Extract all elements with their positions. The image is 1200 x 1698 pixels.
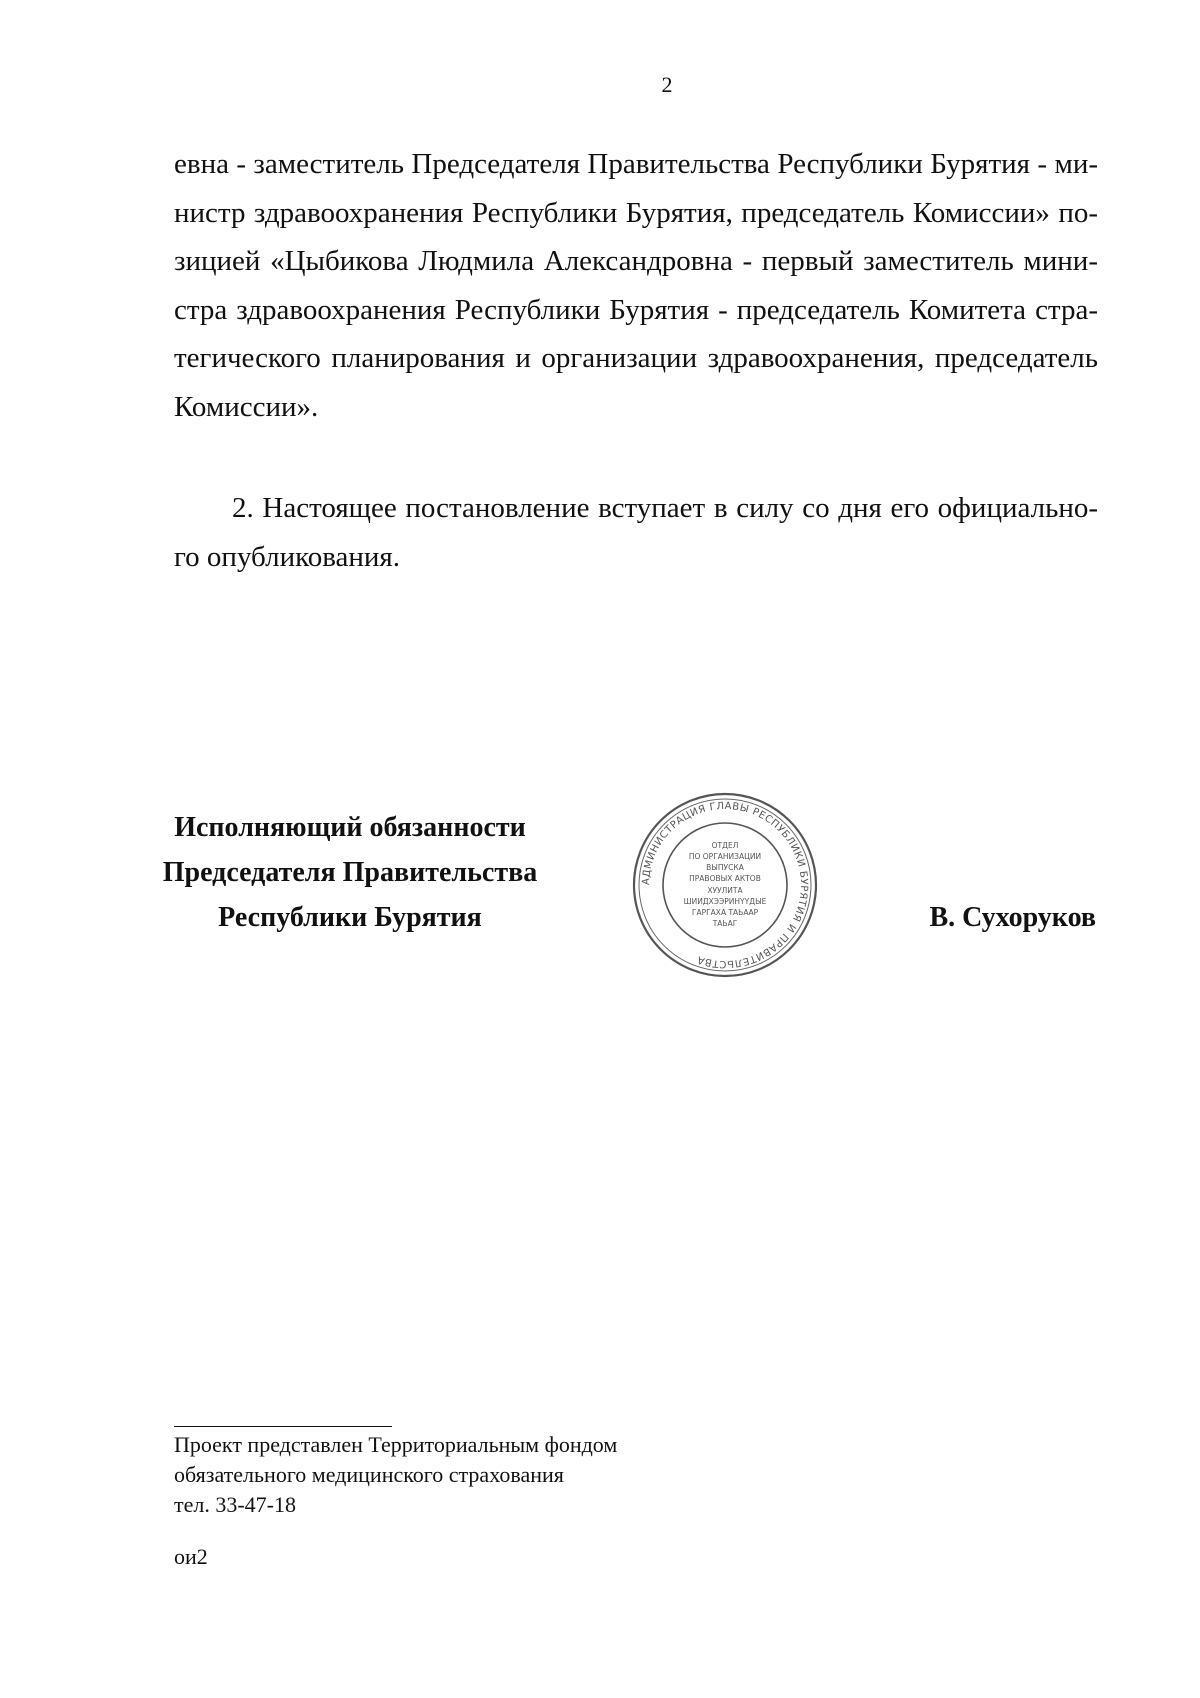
stamp-text: ОТДЕЛ — [711, 841, 739, 850]
page-number: 2 — [661, 72, 673, 97]
stamp-text: ВЫПУСКА — [706, 863, 744, 872]
footer-divider — [174, 1426, 392, 1427]
stamp-outer-text: АДМИНИСТРАЦИЯ ГЛАВЫ РЕСПУБЛИКИ БУРЯТИЯ И ПРАВИТЕЛЬСТВА — [640, 800, 810, 970]
footer-line: тел. 33-47-18 — [174, 1492, 297, 1517]
amendment-paragraph — [174, 140, 1098, 432]
effective-date-paragraph — [174, 484, 1098, 581]
official-stamp — [630, 790, 820, 980]
paragraph-line: зицией «Цыбикова Людмила Александровна - первый заместитель мини- — [174, 245, 1098, 278]
stamp-text: ГАРГАХА ТАЬААР — [691, 908, 759, 917]
paragraph-line: нистр здравоохранения Республики Бурятия, председатель Комиссии» по- — [174, 196, 1098, 229]
stamp-text: ТАЬАГ — [712, 919, 738, 928]
paragraph-line: евна - заместитель Председателя Правительства Республики Бурятия - ми- — [174, 148, 1098, 180]
stamp-text: ШИИДХЭЭРИНҮҮДЫЕ — [683, 897, 767, 906]
signatory-title-line: Председателя Правительства — [162, 857, 538, 888]
signatory-name: В. Сухоруков — [929, 902, 1096, 933]
paragraph-line: стра здравоохранения Республики Бурятия - председатель Комитета стра- — [174, 293, 1098, 326]
footer-line: обязательного медицинского страхования — [174, 1462, 564, 1487]
signatory-title-line: Исполняющий обязанности — [174, 812, 526, 843]
stamp-text: ХУУЛИТА — [707, 886, 743, 895]
paragraph-line: тегического планирования и организации здравоохранения, председатель — [174, 342, 1098, 375]
signatory-title — [150, 805, 550, 940]
footer-line: Проект представлен Территориальным фондом — [174, 1432, 618, 1457]
paragraph-line: 2. Настоящее постановление вступает в силу со дня его официально- — [232, 492, 1098, 524]
document-code: ои2 — [174, 1544, 208, 1569]
svg-text:АДМИНИСТРАЦИЯ ГЛАВЫ РЕСПУБЛИКИ — [641, 801, 809, 969]
stamp-text: ПРАВОВЫХ АКТОВ — [689, 874, 761, 883]
paragraph-line: го опубликования. — [174, 540, 401, 573]
footer-note — [174, 1430, 617, 1520]
signatory-title-line: Республики Бурятия — [218, 902, 482, 933]
paragraph-line: Комиссии». — [174, 390, 319, 423]
stamp-text: ПО ОРГАНИЗАЦИИ — [688, 852, 762, 861]
